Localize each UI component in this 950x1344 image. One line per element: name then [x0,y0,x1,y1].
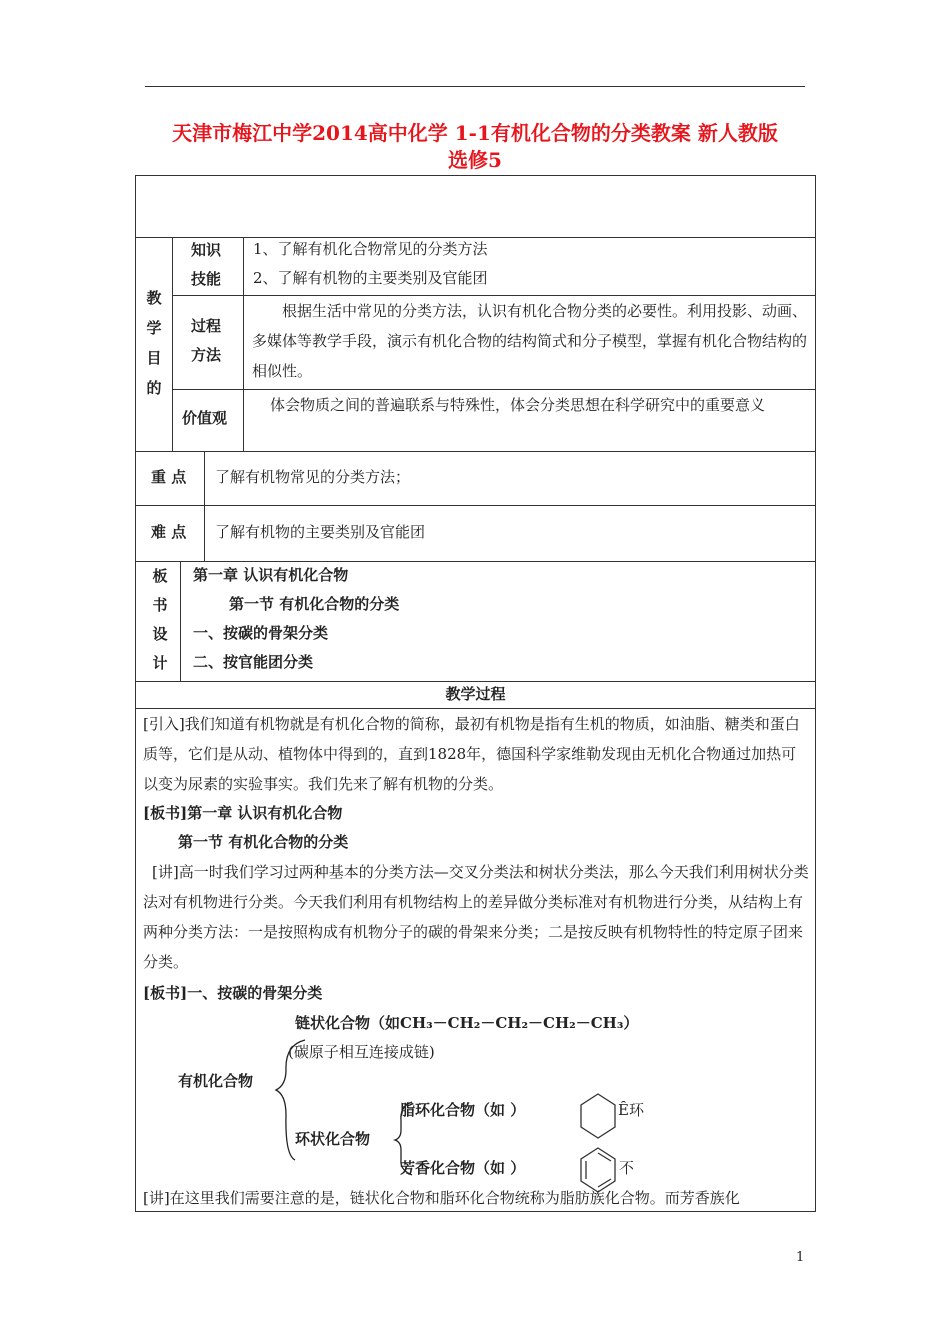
difficulty-label: 难 点 [151,523,187,541]
tree-alicyclic-suffix: Ȇ环 [618,1101,644,1119]
cyclohexane-icon [578,1092,618,1142]
process-label-2: 方法 [191,346,222,364]
values-label: 价值观 [182,409,228,427]
title-line-2: 选修5 [448,148,502,172]
process-text: 根据生活中常见的分类方法，认识有机化合物分类的必要性。利用投影、动画、多媒体等教学手段，演示有机化合物的结构简式和分子模型，掌握有机化合物结构的相似性。 [252,302,808,380]
title-line-1: 天津市梅江中学2014高中化学 1-1有机化合物的分类教案 新人教版 [172,121,778,145]
tree-chain: 链状化合物（如CH₃－CH₂－CH₂－CH₂－CH₃） [295,1014,639,1032]
board-section-2: [板书]一、按碳的骨架分类 [143,984,323,1002]
tree-aromatic: 芳香化合物（如 ） [400,1159,526,1177]
knowledge-item-1: 1、了解有机化合物常见的分类方法 [253,240,488,258]
objectives-header: 教 学 目 的 [146,289,162,397]
tree-ring: 环状化合物 [295,1130,371,1148]
lecture-paragraph: [讲]高一时我们学习过两种基本的分类方法—交叉分类法和树状分类法，那么今天我们利用树状分类法对有机物进行分类。今天我们利用有机物结构上的差异做分类标准对有机物进行分类，从结构上有两种分类方法：一是按照构成有机物分子的碳的骨架来分类；二是按反映有机物特性的特定原子团来分类。 [143,863,809,971]
difficulty-text: 了解有机物的主要类别及官能团 [215,523,426,541]
lecture-paragraph-2: [讲]在这里我们需要注意的是，链状化合物和脂环化合物统称为脂肪族化合物。而芳香族化 [143,1189,740,1207]
process-label-1: 过程 [191,317,222,335]
knowledge-label-2: 技能 [191,270,222,288]
board-section-1b: 第一节 有机化合物的分类 [178,833,349,851]
tree-aromatic-suffix: 不 [619,1159,635,1177]
page-number: 1 [796,1250,805,1265]
knowledge-label-1: 知识 [191,241,222,259]
tree-chain-note: (碳原子相互连接成链) [288,1043,435,1061]
board-section-1: [板书]第一章 认识有机化合物 [143,804,343,822]
key-point-label: 重 点 [151,468,187,486]
knowledge-item-2: 2、了解有机物的主要类别及官能团 [253,269,488,287]
board-label: 板 书 设 计 [152,567,168,672]
key-point-text: 了解有机物常见的分类方法； [215,468,411,486]
process-header: 教学过程 [445,685,506,703]
board-line-3: 一、按碳的骨架分类 [193,624,329,642]
tree-root: 有机化合物 [178,1072,254,1090]
board-line-2: 第一节 有机化合物的分类 [229,595,400,613]
board-line-1: 第一章 认识有机化合物 [193,566,349,584]
tree-alicyclic: 脂环化合物（如 ） [400,1101,526,1119]
board-line-4: 二、按官能团分类 [193,653,314,671]
values-text: 体会物质之间的普遍联系与特殊性，体会分类思想在科学研究中的重要意义 [270,396,766,414]
intro-paragraph: [引入]我们知道有机物就是有机化合物的简称，最初有机物是指有生机的物质，如油脂、糖类和蛋白质等，它们是从动、植物体中得到的，直到1828年，德国科学家维勒发现由无机化合物通过加热可以变为尿素的实验事实。我们先来了解有机物的分类。 [143,715,800,793]
